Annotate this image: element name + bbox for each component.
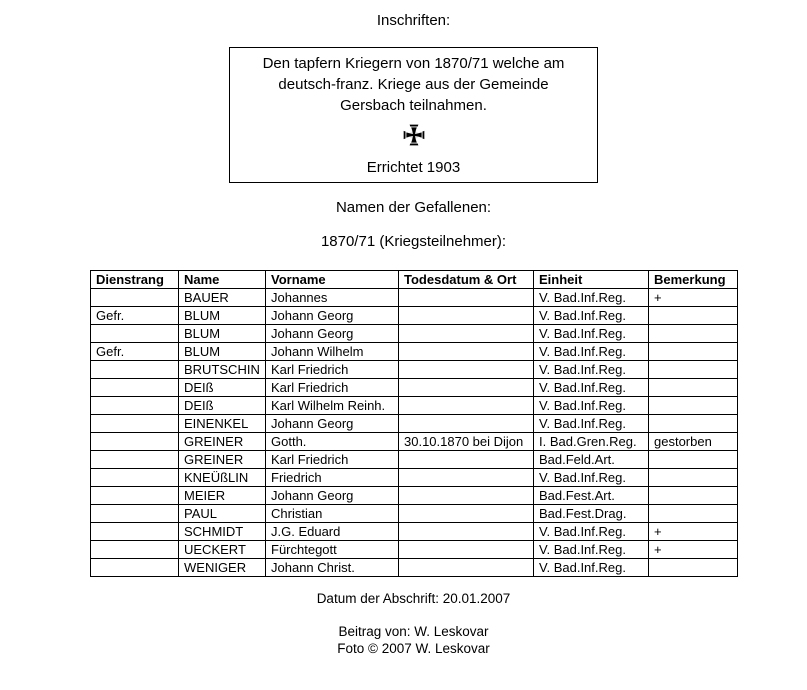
table-cell [649,487,738,505]
table-cell: WENIGER [179,559,266,577]
page-content [90,0,737,657]
table-cell: Johann Georg [266,307,399,325]
table-row [91,325,738,343]
table-cell: BRUTSCHIN [179,361,266,379]
table-cell: MEIER [179,487,266,505]
table-cell: BLUM [179,343,266,361]
table-cell: 30.10.1870 bei Dijon [399,433,534,451]
column-header: Name [179,271,266,289]
table-cell: Johann Christ. [266,559,399,577]
table-cell [649,379,738,397]
table-cell: Bad.Fest.Art. [534,487,649,505]
table-cell [649,361,738,379]
table-cell: DEIß [179,379,266,397]
table-cell: UECKERT [179,541,266,559]
table-cell [91,523,179,541]
table-cell: V. Bad.Inf.Reg. [534,541,649,559]
photo-credit-label: Foto © 2007 W. Leskovar [337,641,490,656]
table-cell [399,361,534,379]
table-cell [649,343,738,361]
participants-table [90,270,738,577]
table-cell: BAUER [179,289,266,307]
table-cell: V. Bad.Inf.Reg. [534,325,649,343]
table-cell: GREINER [179,451,266,469]
table-cell: V. Bad.Inf.Reg. [534,307,649,325]
table-body [91,289,738,577]
column-header: Todesdatum & Ort [399,271,534,289]
table-cell [399,289,534,307]
table-row [91,505,738,523]
table-cell [399,343,534,361]
table-cell [91,433,179,451]
table-cell: Christian [266,505,399,523]
table-cell: Fürchtegott [266,541,399,559]
section-heading-year: 1870/71 (Kriegsteilnehmer): [320,233,507,250]
table-cell [91,541,179,559]
table-cell [91,451,179,469]
table-cell [399,307,534,325]
inscription-line: Den tapfern Kriegern von 1870/71 welche am [262,55,565,72]
table-cell: V. Bad.Inf.Reg. [534,361,649,379]
table-cell [91,487,179,505]
table-cell: Gefr. [91,307,179,325]
column-header: Vorname [266,271,399,289]
table-cell [649,325,738,343]
table-cell: Johannes [266,289,399,307]
table-cell: GREINER [179,433,266,451]
table-cell: Bad.Fest.Drag. [534,505,649,523]
table-cell: BLUM [179,307,266,325]
table-row [91,343,738,361]
table-cell: DEIß [179,397,266,415]
table-cell: Johann Wilhelm [266,343,399,361]
table-cell [399,487,534,505]
table-cell: Karl Friedrich [266,379,399,397]
table-cell [649,559,738,577]
table-cell [399,505,534,523]
table-row [91,415,738,433]
table-row [91,307,738,325]
table-cell: Friedrich [266,469,399,487]
table-cell [91,379,179,397]
table-cell [399,541,534,559]
table-row [91,469,738,487]
table-cell: Karl Wilhelm Reinh. [266,397,399,415]
section-heading-fallen: Namen der Gefallenen: [335,199,492,216]
column-header: Bemerkung [649,271,738,289]
table-cell [399,469,534,487]
table-cell [91,361,179,379]
table-cell: V. Bad.Inf.Reg. [534,559,649,577]
table-cell: V. Bad.Inf.Reg. [534,523,649,541]
inscription-box [229,47,598,183]
table-row [91,451,738,469]
table-cell: KNEÜßLIN [179,469,266,487]
table-cell [649,415,738,433]
table-cell: J.G. Eduard [266,523,399,541]
table-row [91,379,738,397]
table-cell [91,469,179,487]
table-cell: I. Bad.Gren.Reg. [534,433,649,451]
table-cell: Johann Georg [266,487,399,505]
table-cell: Gotth. [266,433,399,451]
iron-cross-icon [230,122,597,148]
table-row [91,487,738,505]
column-header: Einheit [534,271,649,289]
table-cell: V. Bad.Inf.Reg. [534,397,649,415]
table-head [91,271,738,289]
table-cell: Karl Friedrich [266,361,399,379]
table-cell [399,523,534,541]
column-header: Dienstrang [91,271,179,289]
table-cell [649,397,738,415]
table-row [91,289,738,307]
table-cell [649,469,738,487]
table-row [91,361,738,379]
table-cell [399,415,534,433]
table-cell: + [649,523,738,541]
table-cell: V. Bad.Inf.Reg. [534,289,649,307]
table-cell [399,379,534,397]
contribution-label: Beitrag von: W. Leskovar [338,624,489,639]
table-cell [91,415,179,433]
table-row [91,523,738,541]
table-cell [649,505,738,523]
table-cell: V. Bad.Inf.Reg. [534,379,649,397]
inscription-line: deutsch-franz. Kriege aus der Gemeinde [278,76,549,93]
table-cell: V. Bad.Inf.Reg. [534,415,649,433]
table-row [91,397,738,415]
table-cell [91,397,179,415]
table-cell: Gefr. [91,343,179,361]
table-cell: V. Bad.Inf.Reg. [534,343,649,361]
transcript-date-label: Datum der Abschrift: 20.01.2007 [316,591,511,606]
table-cell [649,307,738,325]
table-cell: Karl Friedrich [266,451,399,469]
table-cell [91,289,179,307]
table-cell: Johann Georg [266,325,399,343]
table-cell [91,559,179,577]
table-cell [399,451,534,469]
erected-year-label: Errichtet 1903 [366,159,461,176]
table-cell: SCHMIDT [179,523,266,541]
table-header-row [91,271,738,289]
table-cell: EINENKEL [179,415,266,433]
table-cell [649,451,738,469]
table-cell: BLUM [179,325,266,343]
table-row [91,433,738,451]
table-cell: PAUL [179,505,266,523]
table-cell [91,505,179,523]
table-cell: gestorben [649,433,738,451]
table-cell: Bad.Feld.Art. [534,451,649,469]
table-cell [91,325,179,343]
table-cell: + [649,541,738,559]
table-cell [399,397,534,415]
table-cell [399,325,534,343]
table-cell [399,559,534,577]
table-cell: V. Bad.Inf.Reg. [534,469,649,487]
table-cell: Johann Georg [266,415,399,433]
table-row [91,559,738,577]
page-title: Inschriften: [376,12,451,29]
table-cell: + [649,289,738,307]
inscription-line: Gersbach teilnahmen. [340,97,487,114]
table-row [91,541,738,559]
